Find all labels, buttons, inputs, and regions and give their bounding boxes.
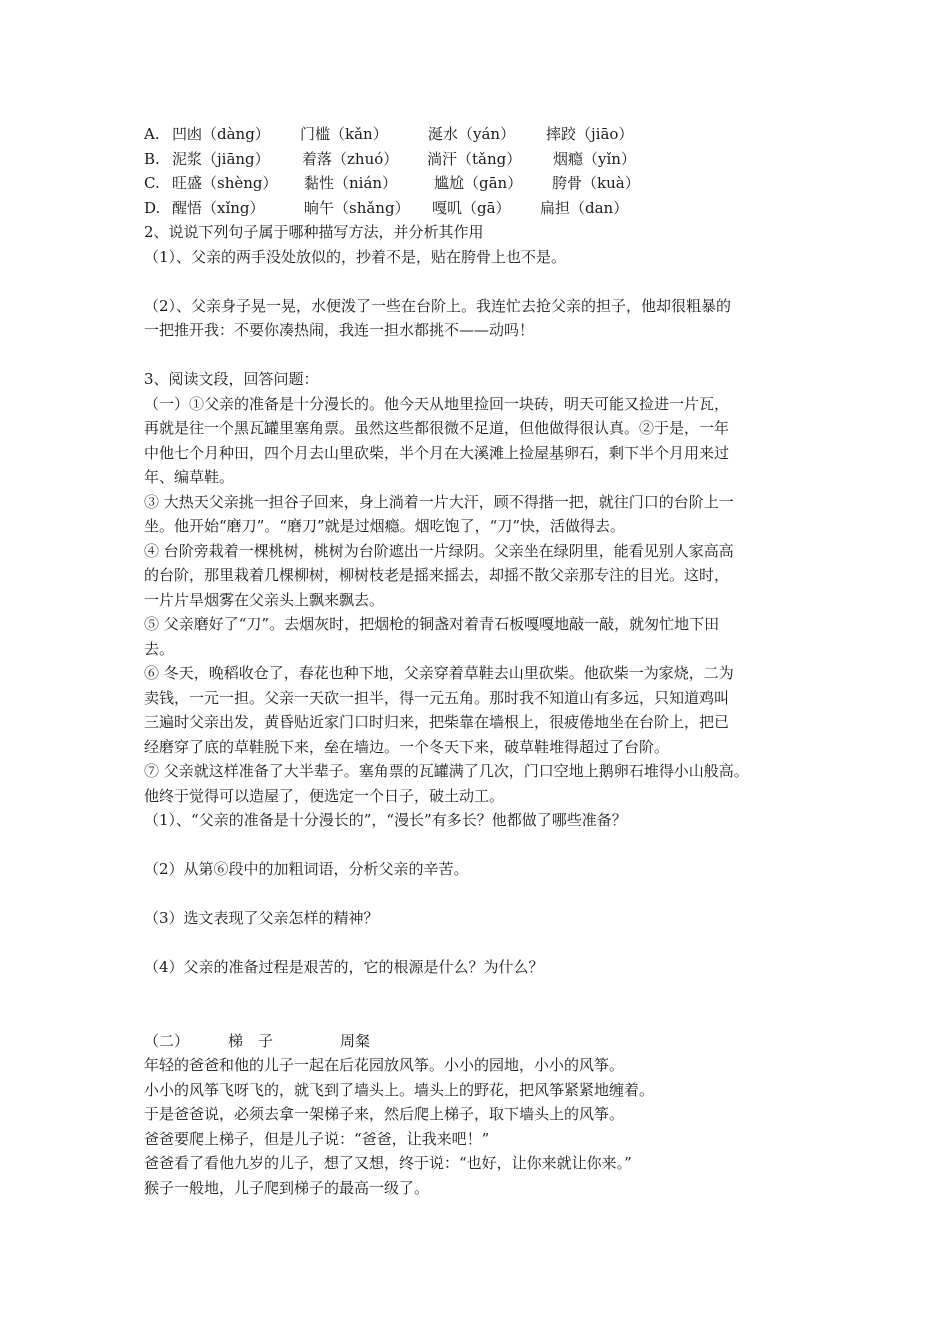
passage-2 <box>144 1053 824 1200</box>
option-item: 胯骨（kuà） <box>552 174 640 192</box>
question-3-title: 3、阅读文段，回答问题： <box>144 370 319 388</box>
passage-line: 他终于觉得可以造屋了，便选定一个日子，破土动工。 <box>144 786 505 805</box>
passage-line: 经磨穿了底的草鞋脱下来，垒在墙边。一个冬天下来，破草鞋堆得超过了台阶。 <box>144 737 670 756</box>
option-row-a <box>144 122 824 147</box>
passage-line: 三遍时父亲出发，黄昏贴近家门口时归来，把柴靠在墙根上，很疲倦地坐在台阶上，把已 <box>144 713 730 731</box>
passage-line: 爸爸看了看他九岁的儿子，想了又想，终于说：“也好，让你来就让你来。” <box>144 1154 632 1172</box>
option-item: 烟瘾（yǐn） <box>553 149 636 168</box>
passage-line: 年、编草鞋。 <box>144 468 235 486</box>
option-row-c <box>144 171 824 196</box>
passage-line: 年轻的爸爸和他的儿子一起在后花园放风筝。小小的园地，小小的风筝。 <box>144 1056 625 1074</box>
passage-line: 的台阶，那里栽着几棵柳树，柳树枝老是摇来摇去，却摇不散父亲那专注的目光。这时， <box>144 566 730 584</box>
passage-line: 坐。他开始“磨刀”。“磨刀”就是过烟瘾。烟吃饱了，“刀”快，活做得去。 <box>144 517 626 535</box>
option-label: B. <box>144 149 160 168</box>
passage-line: ⑥ 冬天，晚稻收仓了，春花也种下地，父亲穿着草鞋去山里砍柴。他砍柴一为家烧，二为 <box>144 664 734 682</box>
question-2-title: 2、说说下列句子属于哪种描写方法，并分析其作用 <box>144 223 484 241</box>
passage-line: 小小的风筝飞呀飞的，就飞到了墙头上。墙头上的野花，把风筝紧紧地缠着。 <box>144 1080 655 1099</box>
option-item: 门槛（kǎn） <box>300 125 388 143</box>
option-item: 涎水（yán） <box>428 125 516 143</box>
sub-question-1: （1）、“父亲的准备是十分漫长的”，“漫长”有多长？他都做了哪些准备？ <box>144 811 627 829</box>
option-item: 旺盛（shèng） <box>172 174 278 192</box>
option-label: D. <box>144 198 161 217</box>
option-label: C. <box>144 174 160 192</box>
option-item: 摔跤（jiāo） <box>546 125 634 143</box>
sub-question-2: （2）从第⑥段中的加粗词语，分析父亲的辛苦。 <box>144 860 469 878</box>
option-row-d <box>144 196 824 221</box>
sub-question-3: （3）选文表现了父亲怎样的精神？ <box>144 909 379 927</box>
passage-line: 于是爸爸说，必须去拿一架梯子来，然后爬上梯子，取下墙头上的风筝。 <box>144 1105 625 1123</box>
option-item: 泥浆（jiāng） <box>172 149 270 168</box>
option-item: 着落（zhuó） <box>302 149 399 168</box>
passage-line: 卖钱，一元一担。父亲一天砍一担半，得一元五角。那时我不知道山有多远，只知道鸡叫 <box>144 688 730 707</box>
option-item: 扁担（dan） <box>540 198 629 217</box>
question-2-sentence-2: （2）、父亲身子晃一晃，水便泼了一些在台阶上。我连忙去抢父亲的担子，他却很粗暴的 <box>144 296 732 315</box>
option-item: 凹凼（dàng） <box>172 125 270 143</box>
passage-line: 去。 <box>144 639 175 658</box>
passage-line: （一）①父亲的准备是十分漫长的。他今天从地里捡回一块砖，明天可能又捡进一片瓦， <box>144 394 730 413</box>
option-item: 黏性（nián） <box>304 174 398 192</box>
question-2-sentence-1: （1）、父亲的两手没处放似的，抄着不是，贴在胯骨上也不是。 <box>144 247 567 266</box>
passage-line: 中他七个月种田，四个月去山里砍柴，半个月在大溪滩上捡屋基卵石，剩下半个月用来过 <box>144 443 730 462</box>
section-label: （二） <box>144 1031 190 1050</box>
option-item: 醒悟（xǐng） <box>172 198 265 217</box>
option-label: A. <box>144 125 160 143</box>
passage-line: ⑦ 父亲就这样准备了大半辈子。塞角票的瓦罐满了几次，门口空地上鹅卵石堆得小山般高。 <box>144 762 749 780</box>
option-item: 尴尬（gān） <box>434 174 523 192</box>
option-row-b <box>144 147 824 172</box>
option-item: 淌汗（tǎng） <box>427 149 522 168</box>
passage-line: 猴子一般地，儿子爬到梯子的最高一级了。 <box>144 1178 430 1197</box>
passage-1 <box>144 392 824 809</box>
option-item: 晌午（shǎng） <box>304 198 410 217</box>
passage-line: 一片片旱烟雾在父亲头上飘来飘去。 <box>144 590 385 609</box>
passage-line: 再就是往一个黑瓦罐里塞角票。虽然这些都很微不足道，但他做得很认真。②于是，一年 <box>144 419 730 437</box>
passage-line: ③ 大热天父亲挑一担谷子回来，身上淌着一片大汗，顾不得揩一把，就往门口的台阶上一 <box>144 492 734 511</box>
question-2-sentence-2-cont: 一把推开我：不要你凑热闹，我连一担水都挑不——动吗！ <box>144 321 535 339</box>
passage-title: 梯 子 <box>228 1031 274 1050</box>
sub-question-4: （4）父亲的准备过程是艰苦的，它的根源是什么？为什么？ <box>144 958 544 976</box>
passage-line: 爸爸要爬上梯子，但是儿子说：“爸爸，让我来吧！” <box>144 1129 490 1148</box>
passage-author: 周粲 <box>340 1031 371 1050</box>
option-item: 嘎叽（gā） <box>432 198 511 217</box>
passage-line: ④ 台阶旁栽着一棵桃树，桃树为台阶遮出一片绿阴。父亲坐在绿阴里，能看见别人家高高 <box>144 541 734 560</box>
document-page <box>144 122 824 1200</box>
passage-2-heading <box>144 1029 824 1054</box>
passage-line: ⑤ 父亲磨好了“刀”。去烟灰时，把烟枪的铜盏对着青石板嘎嘎地敲一敲，就匆忙地下田 <box>144 615 720 633</box>
